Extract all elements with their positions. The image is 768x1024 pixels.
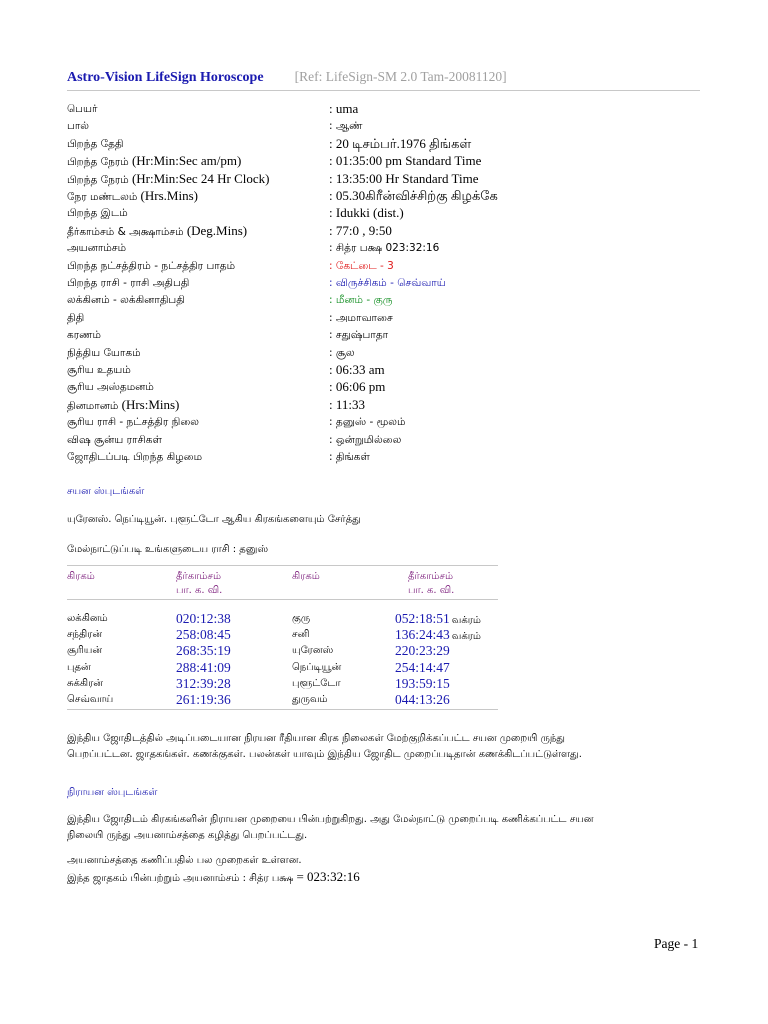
- report-reference: [Ref: LifeSign-SM 2.0 Tam-20081120]: [294, 69, 507, 84]
- detail-label: சூரிய ராசி - நட்சத்திர நிலை: [67, 416, 200, 429]
- planet-name: லக்கினம்: [67, 613, 108, 624]
- detail-value: : விருச்சிகம் - செவ்வாய்: [329, 277, 446, 289]
- ayanamsa-methods-line: அயனாம்சத்தை கணிப்பதில் பல முறைகள் உள்ளன.: [67, 855, 302, 866]
- detail-label: சூரிய உதயம்: [67, 364, 131, 376]
- detail-label: நேர மண்டலம் (Hrs.Mins): [67, 188, 198, 203]
- detail-label: சூரிய அஸ்தமனம்: [67, 381, 154, 394]
- report-header: [67, 66, 507, 86]
- detail-label: விஷ சூன்ய ராசிகள்: [67, 433, 162, 446]
- detail-value: : 77:0 , 9:50: [329, 222, 392, 238]
- detail-row: [67, 240, 707, 256]
- detail-label: லக்கினம் - லக்கினாதிபதி: [67, 294, 185, 307]
- detail-row: [67, 327, 707, 343]
- longitude-value: 258:08:45: [176, 627, 231, 643]
- detail-row: [67, 345, 707, 361]
- sayana-paragraph: [67, 731, 700, 763]
- table-header-rule: [67, 599, 498, 600]
- nirayana-paragraph: [67, 812, 700, 844]
- table-header-graha-1: கிரகம்: [67, 571, 95, 582]
- detail-row: [67, 449, 707, 465]
- longitude-value: 044:13:26: [395, 692, 450, 707]
- detail-label: அயனாம்சம்: [67, 242, 127, 255]
- sayana-note: யுரேனஸ். நெப்டியூன். புளூட்டோ ஆகிய கிரகங்களையும் சேர்த்து: [67, 514, 361, 525]
- nirayana-paragraph-line-2: நிலையி ருந்து அயனாம்சத்தை கழித்து பெறப்பட்டது.: [67, 830, 308, 841]
- detail-value: : uma: [329, 101, 359, 116]
- retrograde-tag: வக்ரம்: [451, 631, 481, 643]
- detail-row: [67, 414, 707, 430]
- detail-row: [67, 310, 707, 326]
- detail-row: [67, 205, 707, 221]
- detail-label: ஜோதிடப்படி பிறந்த கிழமை: [67, 451, 203, 463]
- table-bottom-rule: [67, 709, 498, 710]
- detail-label: பிறந்த நட்சத்திரம் - நட்சத்திர பாதம்: [67, 259, 236, 272]
- longitude-value: 020:12:38: [176, 611, 231, 626]
- table-top-rule: [67, 565, 498, 566]
- detail-row: [67, 136, 707, 152]
- planet-name: குரு: [292, 613, 311, 624]
- longitude-value: 261:19:36: [176, 692, 231, 707]
- detail-value: : 06:33 am: [329, 362, 385, 377]
- longitude-value: 312:39:28: [176, 675, 231, 691]
- detail-value: : 13:35:00 Hr Standard Time: [329, 170, 479, 186]
- detail-label: தினமானம் (Hrs:Mins): [67, 396, 180, 412]
- detail-value: : 01:35:00 pm Standard Time: [329, 153, 482, 169]
- longitude-value: 220:23:29: [395, 643, 450, 659]
- detail-value: : சூல: [329, 346, 355, 359]
- detail-label: நித்திய யோகம்: [67, 346, 141, 359]
- detail-row: [67, 188, 707, 204]
- detail-row: [67, 397, 707, 413]
- detail-row: [67, 362, 707, 378]
- planet-name: புளூட்டோ: [292, 677, 341, 689]
- planet-name: சுக்கிரன்: [67, 677, 103, 689]
- longitude-value: 193:59:15: [395, 675, 450, 691]
- sayana-paragraph-line-2: பெறப்பட்டன. ஜாதகங்கள். கணக்குகள். பலன்கள் யாவும் இந்திய ஜோதிட முறைப்படிதான் கணக்கிடப்பட்டுள்ளது.: [67, 749, 582, 760]
- header-divider: [67, 90, 700, 91]
- detail-row: [67, 292, 707, 308]
- table-header-longitude-1: தீர்காம்சம் பா. க. வி.: [176, 571, 223, 596]
- detail-label: பிறந்த ராசி - ராசி அதிபதி: [67, 277, 190, 289]
- detail-label: கரணம்: [67, 329, 101, 342]
- detail-value: : 06:06 pm: [329, 379, 386, 395]
- detail-value: : கேட்டை - 3: [329, 259, 394, 272]
- nirayana-paragraph-line-1: இந்திய ஜோதிடம் கிரகங்களின் நிராயன முறையை பின்பற்றுகிறது. அது மேல்நாட்டு முறைப்படி கணிக்கப்பட்ட சயன: [67, 814, 594, 825]
- detail-row: [67, 223, 707, 239]
- detail-value: : சித்ர பக்ஷ 023:32:16: [329, 242, 440, 255]
- detail-value: : திங்கள்: [329, 451, 370, 463]
- detail-row: [67, 258, 707, 274]
- detail-label: பெயர்: [67, 103, 98, 115]
- longitude-value: 268:35:19: [176, 643, 231, 659]
- report-title: Astro-Vision LifeSign Horoscope: [67, 70, 264, 85]
- detail-row: [67, 153, 707, 169]
- sayana-paragraph-line-1: இந்திய ஜோதிடத்தில் அடிப்படையான நிரயன ரீதியான கிரக நிலைகள் மேற்குறிக்கப்பட்ட சயன முறையி ருந்து: [67, 733, 565, 744]
- detail-label: பிறந்த நேரம் (Hr:Min:Sec 24 Hr Clock): [67, 170, 270, 186]
- detail-label: பிறந்த இடம்: [67, 207, 128, 220]
- detail-row: [67, 101, 707, 117]
- detail-value: : சதுஷ்பாதா: [329, 329, 389, 342]
- detail-value: : அமாவாசை: [329, 311, 393, 324]
- western-rasi-line: மேல்நாட்டுப்படி உங்களுடைய ராசி : தனுஸ்: [67, 544, 269, 555]
- detail-row: [67, 118, 707, 134]
- detail-row: [67, 171, 707, 187]
- detail-label: பிறந்த நேரம் (Hr:Min:Sec am/pm): [67, 153, 242, 169]
- detail-value: : Idukki (dist.): [329, 205, 404, 221]
- detail-value: : மீனம் - குரு: [329, 294, 393, 307]
- detail-row: [67, 275, 707, 291]
- longitude-value: 052:18:51 வக்ரம்: [395, 611, 481, 626]
- detail-label: பிறந்த தேதி: [67, 137, 124, 150]
- planet-name: புதன்: [67, 661, 91, 673]
- planet-name: சூரியன்: [67, 645, 103, 657]
- detail-value: : 20 டிசம்பர்.1976 திங்கள்: [329, 135, 472, 151]
- table-header-graha-2: கிரகம்: [292, 571, 320, 582]
- longitude-value: 254:14:47: [395, 659, 450, 675]
- planet-name: சந்திரன்: [67, 629, 103, 641]
- nirayana-heading: நிராயன ஸ்புடங்கள்: [67, 787, 158, 798]
- longitude-value: 288:41:09: [176, 659, 231, 675]
- detail-value: : ஒன்றுமில்லை: [329, 433, 402, 446]
- detail-value: : ஆண்: [329, 120, 363, 133]
- planet-name: செவ்வாய்: [67, 694, 114, 705]
- detail-row: [67, 379, 707, 395]
- ayanamsa-used-line: இந்த ஜாதகம் பின்பற்றும் அயனாம்சம் : சித்ர பக்ஷ = 023:32:16: [67, 869, 360, 884]
- detail-label: திதி: [67, 311, 85, 324]
- detail-value: : தனுஸ் - மூலம்: [329, 416, 406, 429]
- page-number: Page - 1: [654, 936, 699, 951]
- longitude-value: 136:24:43 வக்ரம்: [395, 627, 481, 643]
- detail-value: : 05.30கிரீன்விச்சிற்கு கிழக்கே: [329, 188, 498, 203]
- detail-label: தீர்காம்சம் & அக்ஷாம்சம் (Deg.Mins): [67, 222, 248, 238]
- detail-value: : 11:33: [329, 396, 365, 412]
- table-header-longitude-2: தீர்காம்சம் பா. க. வி.: [408, 571, 455, 596]
- planet-name: துருவம்: [292, 694, 328, 705]
- planet-name: யுரேனஸ்: [292, 645, 334, 657]
- planet-name: சனி: [292, 629, 310, 641]
- sayana-heading: சயன ஸ்புடங்கள்: [67, 486, 145, 497]
- retrograde-tag: வக்ரம்: [451, 615, 481, 626]
- detail-row: [67, 432, 707, 448]
- detail-label: பால்: [67, 120, 90, 133]
- planet-name: நெப்டியூன்: [292, 661, 342, 673]
